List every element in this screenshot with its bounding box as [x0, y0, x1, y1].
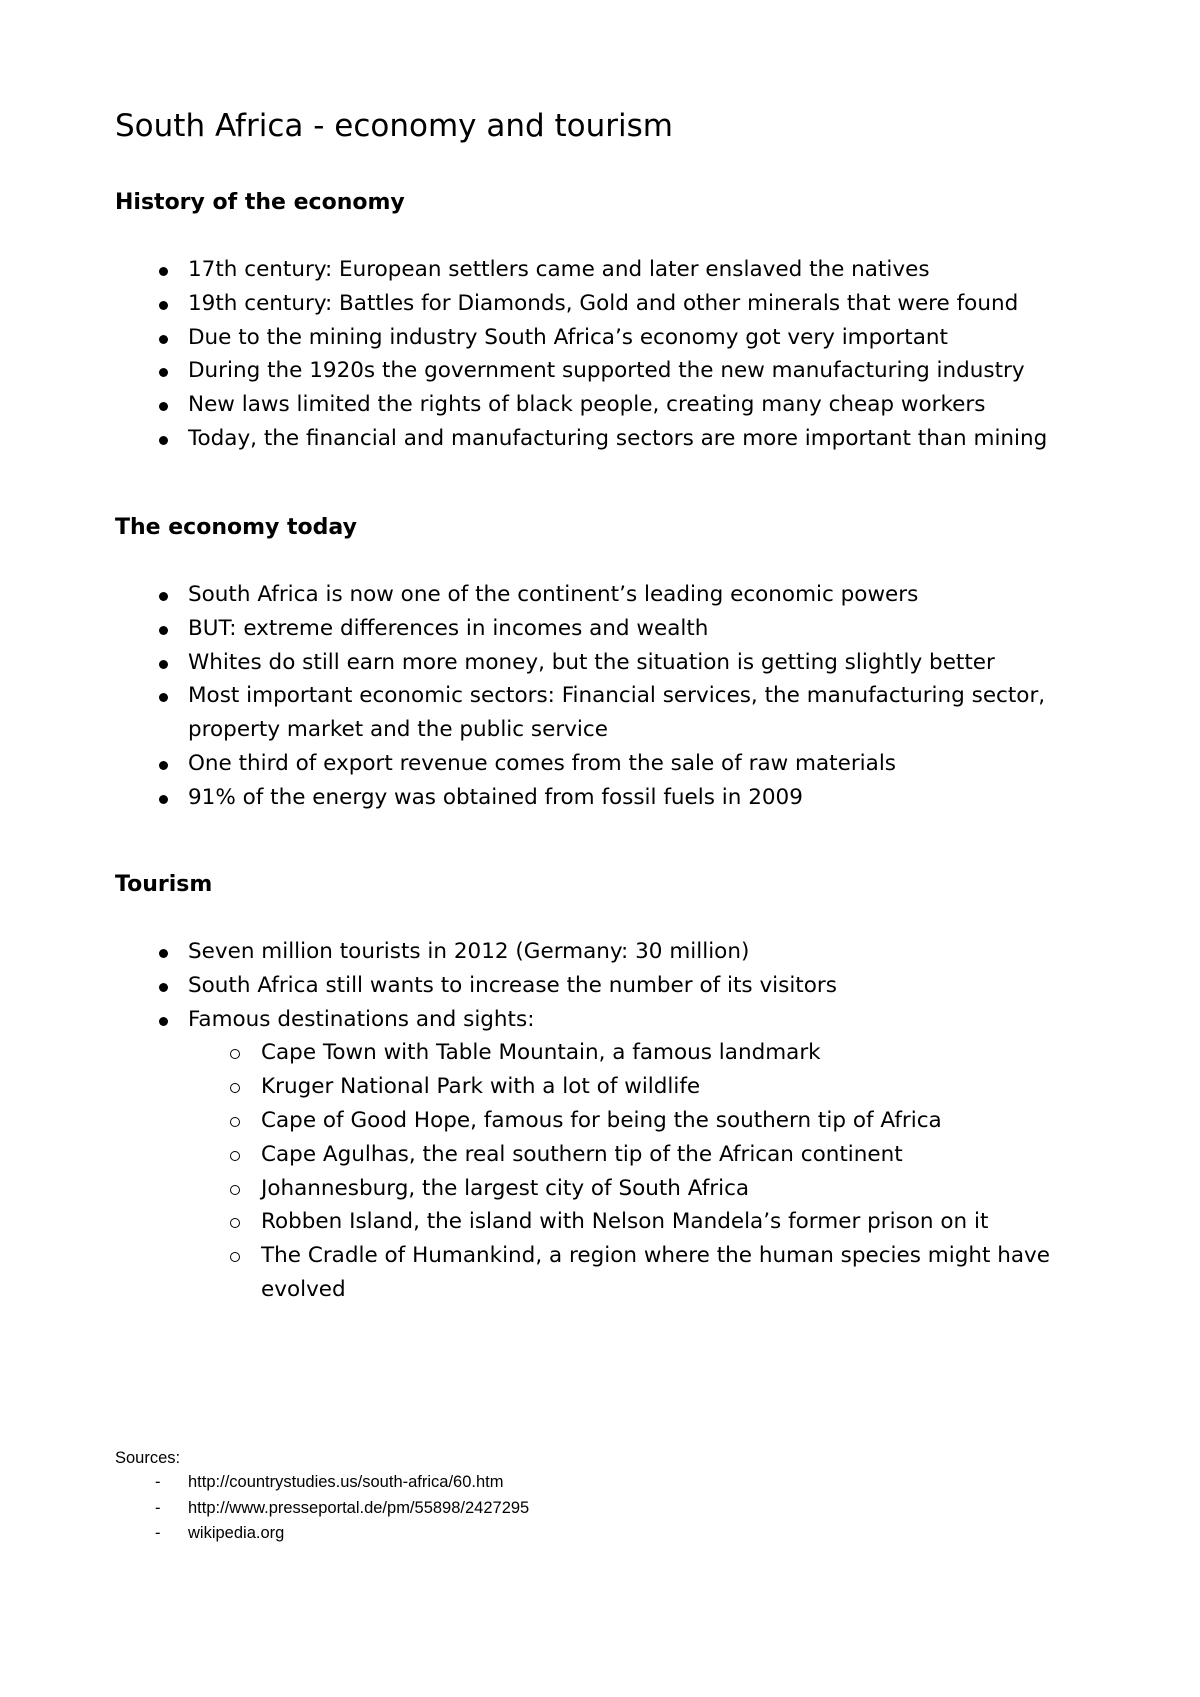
source-link[interactable]: http://www.presseportal.de/pm/55898/2427295 [188, 1498, 530, 1517]
list-item: BUT: extreme differences in incomes and wealth [188, 612, 1088, 646]
list-item: Due to the mining industry South Africa’s economy got very important [188, 321, 1088, 355]
dash-bullet: - [155, 1524, 161, 1542]
sub-list-item: Cape of Good Hope, famous for being the southern tip of Africa [261, 1104, 1088, 1138]
bullet-icon [159, 1017, 168, 1026]
sub-list-item: Johannesburg, the largest city of South Africa [261, 1172, 1088, 1206]
list-item: One third of export revenue comes from the sale of raw materials [188, 747, 1088, 781]
bullet-icon [159, 626, 168, 635]
bullet-icon [159, 983, 168, 992]
source-link[interactable]: http://countrystudies.us/south-africa/60.htm [188, 1473, 504, 1491]
dash-bullet: - [155, 1473, 161, 1491]
economy-today-list [188, 578, 1088, 815]
heading-economy-today: The economy today [115, 515, 357, 540]
source-item [155, 1496, 530, 1522]
circle-bullet-icon [230, 1151, 240, 1161]
list-item: New laws limited the rights of black people, creating many cheap workers [188, 388, 1088, 422]
sub-list-item: The Cradle of Humankind, a region where the human species might have evolved [261, 1239, 1088, 1307]
list-item: 91% of the energy was obtained from fossil fuels in 2009 [188, 781, 1088, 815]
bullet-icon [159, 402, 168, 411]
source-item [155, 1470, 529, 1496]
tourism-list [188, 935, 1088, 1307]
circle-bullet-icon [230, 1252, 240, 1262]
circle-bullet-icon [230, 1218, 240, 1228]
list-item: Famous destinations and sights: Cape Town with Table Mountain, a famous landmark Kruger National Park with a lot of wildlife Cape of Good Hope, famous for being the southern tip of Africa Cape Agulhas, the real southern tip of the African continent Johannesburg, the largest city of South Africa Robben Island, the island with Nelson Mandela’s former prison on it The Cradle of Humankind, a region where the human species might have evolved [188, 1003, 1088, 1307]
destinations-sublist [188, 1036, 1088, 1306]
bullet-icon [159, 592, 168, 601]
list-item: Today, the financial and manufacturing sectors are more important than mining [188, 422, 1088, 456]
source-item [155, 1521, 529, 1547]
bullet-icon [159, 761, 168, 770]
list-item: Seven million tourists in 2012 (Germany: 30 million) [188, 935, 1088, 969]
sub-list-item: Robben Island, the island with Nelson Mandela’s former prison on it [261, 1205, 1088, 1239]
circle-bullet-icon [230, 1083, 240, 1093]
list-item: 17th century: European settlers came and later enslaved the natives [188, 253, 1088, 287]
list-item: During the 1920s the government supported the new manufacturing industry [188, 354, 1088, 388]
bullet-icon [159, 335, 168, 344]
sub-list-item: Cape Town with Table Mountain, a famous landmark [261, 1036, 1088, 1070]
bullet-icon [159, 693, 168, 702]
bullet-icon [159, 267, 168, 276]
sub-list-item: Kruger National Park with a lot of wildlife [261, 1070, 1088, 1104]
circle-bullet-icon [230, 1049, 240, 1059]
heading-history: History of the economy [115, 190, 405, 215]
bullet-icon [159, 795, 168, 804]
bullet-icon [159, 301, 168, 310]
source-link[interactable]: wikipedia.org [188, 1524, 285, 1542]
list-item: Most important economic sectors: Financial services, the manufacturing sector, property market and the public service [188, 679, 1088, 747]
heading-tourism: Tourism [115, 872, 213, 897]
bullet-icon [159, 660, 168, 669]
bullet-icon [159, 949, 168, 958]
history-list [188, 253, 1088, 456]
sub-list-item: Cape Agulhas, the real southern tip of the African continent [261, 1138, 1088, 1172]
sources-label: Sources: [115, 1449, 181, 1467]
sources-list [155, 1470, 530, 1547]
list-item: 19th century: Battles for Diamonds, Gold and other minerals that were found [188, 287, 1088, 321]
list-item: Whites do still earn more money, but the situation is getting slightly better [188, 646, 1088, 680]
circle-bullet-icon [230, 1117, 240, 1127]
bullet-icon [159, 436, 168, 445]
list-item: South Africa still wants to increase the number of its visitors [188, 969, 1088, 1003]
dash-bullet: - [155, 1498, 161, 1517]
bullet-icon [159, 368, 168, 377]
document-title: South Africa - economy and tourism [115, 108, 673, 144]
list-item: South Africa is now one of the continent’s leading economic powers [188, 578, 1088, 612]
circle-bullet-icon [230, 1185, 240, 1195]
